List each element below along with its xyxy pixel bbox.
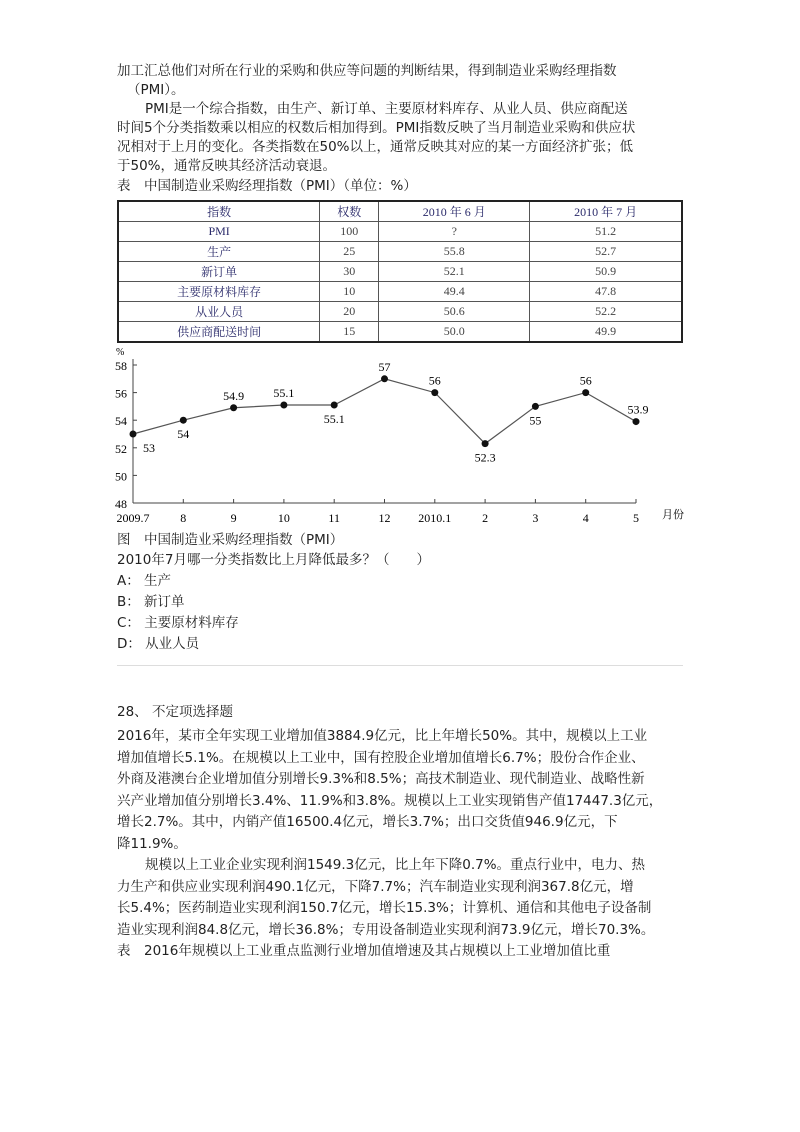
x-tick-label: 4 — [582, 511, 589, 525]
x-tick-label: 9 — [230, 511, 237, 525]
y-tick-label: 58 — [115, 359, 127, 373]
data-point — [532, 403, 539, 410]
header-cell: 2010 年 7 月 — [530, 201, 682, 222]
option-b[interactable]: B： 新订单 — [117, 594, 185, 610]
table-cell: 30 — [320, 262, 379, 282]
table-cell: 100 — [320, 222, 379, 242]
y-tick-label: 50 — [115, 469, 127, 484]
x-tick-label: 3 — [532, 511, 539, 525]
intro-line: （PMI）。 — [127, 82, 185, 98]
option-a[interactable]: A： 生产 — [117, 573, 172, 589]
data-point — [180, 417, 187, 424]
data-label: 54 — [177, 427, 190, 442]
data-point — [130, 431, 137, 438]
paragraph-line: 力生产和供应业实现利润490.1亿元，下降7.7%；汽车制造业实现利润367.8亿元，增 — [117, 878, 634, 895]
table-cell: PMI — [118, 222, 320, 242]
table-cell: 10 — [320, 282, 379, 302]
data-point — [482, 440, 489, 447]
intro-line: PMI是一个综合指数，由生产、新订单、主要原材料库存、从业人员、供应商配送 — [145, 101, 628, 117]
intro-line: 况相对于上月的变化。各类指数在50%以上，通常反映其对应的某一方面经济扩张；低 — [117, 139, 634, 155]
x-tick-label: 10 — [277, 511, 290, 525]
table-cell: 55.8 — [379, 242, 530, 262]
table-cell: 15 — [320, 322, 379, 343]
paragraph-line: 规模以上工业企业实现利润1549.3亿元，比上年下降0.7%。重点行业中，电力、热 — [145, 857, 646, 873]
table-cell: 52.2 — [530, 302, 682, 322]
table-cell: ? — [379, 222, 530, 242]
data-point — [280, 402, 287, 409]
intro-line: 于50%，通常反映其经济活动衰退。 — [117, 158, 337, 174]
y-tick-label: 52 — [115, 441, 127, 456]
data-label: 55.1 — [323, 412, 345, 427]
table-row — [118, 222, 682, 242]
question-28-header: 28、 不定项选择题 — [117, 704, 233, 720]
table-cell: 51.2 — [530, 222, 682, 242]
table-header-row — [118, 201, 682, 222]
data-label: 57 — [378, 359, 391, 374]
data-label: 56 — [579, 373, 592, 388]
table-cell: 生产 — [118, 242, 320, 262]
x-tick-label: 2 — [482, 511, 489, 525]
table-row — [118, 262, 682, 282]
table-cell: 50.0 — [379, 322, 530, 343]
data-point — [230, 404, 237, 411]
paragraph-line: 降11.9%。 — [117, 835, 187, 852]
data-label: 52.3 — [474, 450, 496, 465]
table-cell: 从业人员 — [118, 302, 320, 322]
table-caption: 表 中国制造业采购经理指数（PMI）（单位：%） — [117, 178, 417, 194]
data-point — [431, 389, 438, 396]
table-row — [118, 322, 682, 343]
y-tick-label: 56 — [115, 386, 127, 401]
y-tick-label: 54 — [115, 414, 127, 429]
table-cell: 50.9 — [530, 262, 682, 282]
x-tick-label: 12 — [378, 511, 391, 525]
question-text: 2010年7月哪一分类指数比上月降低最多？（ ） — [117, 552, 430, 568]
option-c[interactable]: C： 主要原材料库存 — [117, 615, 239, 631]
option-d[interactable]: D： 从业人员 — [117, 636, 200, 652]
table-cell: 20 — [320, 302, 379, 322]
x-tick-label: 5 — [633, 511, 639, 525]
table-row — [118, 242, 682, 262]
table-cell: 52.7 — [530, 242, 682, 262]
table-cell: 47.8 — [530, 282, 682, 302]
data-label: 55.1 — [273, 386, 295, 401]
intro-line: 时间5个分类指数乘以相应的权数后相加得到。PMI指数反映了当月制造业采购和供应状 — [117, 120, 636, 136]
x-axis-label: 月份 — [662, 509, 684, 521]
table-cell: 供应商配送时间 — [118, 322, 320, 343]
data-label: 55 — [529, 413, 542, 428]
y-tick-label: 48 — [115, 497, 127, 511]
paragraph-line: 增加值增长5.1%。在规模以上工业中，国有控股企业增加值增长6.7%；股份合作企业、 — [117, 749, 645, 766]
data-label: 53 — [143, 441, 155, 455]
paragraph-line: 长5.4%；医药制造业实现利润150.7亿元，增长15.3%；计算机、通信和其他电子设备制 — [117, 900, 652, 916]
data-label: 53.9 — [627, 402, 649, 417]
table-cell: 25 — [320, 242, 379, 262]
y-axis-unit: % — [116, 347, 125, 358]
pmi-line-chart — [110, 345, 690, 530]
paragraph-line: 表 2016年规模以上工业重点监测行业增加值增速及其占规模以上工业增加值比重 — [117, 943, 611, 959]
table-cell: 52.1 — [379, 262, 530, 282]
paragraph-line: 兴产业增加值分别增长3.4%、11.9%和3.8%。规模以上工业实现销售产值17447.3亿元， — [117, 792, 663, 809]
table-cell: 主要原材料库存 — [118, 282, 320, 302]
x-tick-label: 2009.7 — [116, 511, 150, 525]
table-cell: 49.4 — [379, 282, 530, 302]
data-point — [381, 375, 388, 382]
table-row — [118, 282, 682, 302]
table-cell: 49.9 — [530, 322, 682, 343]
intro-line: 加工汇总他们对所在行业的采购和供应等问题的判断结果，得到制造业采购经理指数 — [117, 63, 617, 79]
x-tick-label: 11 — [328, 511, 340, 525]
paragraph-line: 造业实现利润84.8亿元，增长36.8%；专用设备制造业实现利润73.9亿元，增长70.3%。 — [117, 921, 655, 938]
data-point — [582, 389, 589, 396]
pmi-table — [117, 200, 683, 343]
header-cell: 权数 — [320, 201, 379, 222]
table-cell: 新订单 — [118, 262, 320, 282]
chart-caption: 图 中国制造业采购经理指数（PMI） — [117, 532, 344, 548]
x-tick-label: 8 — [180, 511, 187, 525]
data-point — [633, 418, 640, 425]
paragraph-line: 增长2.7%。其中，内销产值16500.4亿元，增长3.7%；出口交货值946.9亿元，下 — [117, 814, 618, 830]
data-point — [331, 402, 338, 409]
table-cell: 50.6 — [379, 302, 530, 322]
data-label: 54.9 — [223, 388, 245, 403]
paragraph-line: 外商及港澳台企业增加值分别增长9.3%和8.5%；高技术制造业、现代制造业、战略性新 — [117, 771, 645, 787]
divider — [117, 665, 683, 666]
header-cell: 2010 年 6 月 — [379, 201, 530, 222]
table-row — [118, 302, 682, 322]
paragraph-line: 2016年，某市全年实现工业增加值3884.9亿元，比上年增长50%。其中，规模以上工业 — [117, 728, 648, 744]
x-tick-label: 2010.1 — [418, 511, 452, 525]
pmi-series-line — [133, 379, 636, 444]
data-label: 56 — [428, 373, 441, 388]
header-cell: 指数 — [118, 201, 320, 222]
